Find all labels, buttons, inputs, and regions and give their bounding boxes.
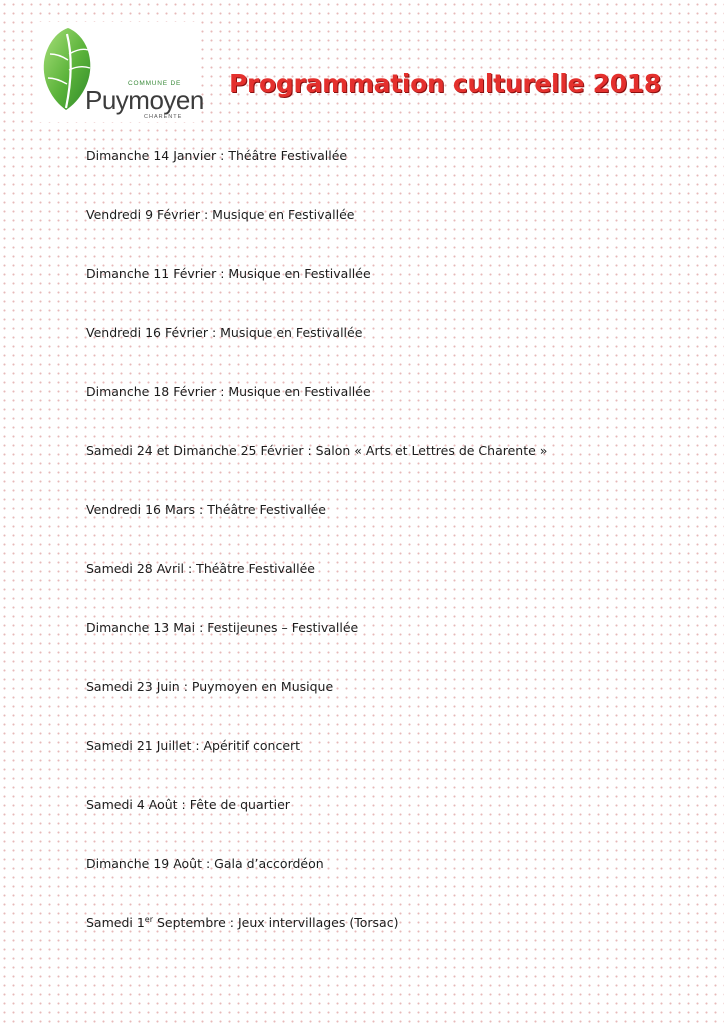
event-item: Samedi 28 Avril : Théâtre Festivallée bbox=[86, 561, 315, 576]
event-item: Dimanche 14 Janvier : Théâtre Festivallée bbox=[86, 148, 348, 163]
event-item: Dimanche 18 Février : Musique en Festivallée bbox=[86, 384, 371, 399]
event-item bbox=[86, 913, 706, 972]
logo-town-name: Puymoyen bbox=[85, 85, 204, 115]
event-item: Dimanche 13 Mai : Festijeunes – Festivallée bbox=[86, 620, 359, 635]
event-item: Samedi 21 Juillet : Apéritif concert bbox=[86, 738, 301, 753]
event-item: Vendredi 16 Février : Musique en Festivallée bbox=[86, 325, 363, 340]
event-item: Dimanche 11 Février : Musique en Festivallée bbox=[86, 266, 371, 281]
event-item: Vendredi 9 Février : Musique en Festivallée bbox=[86, 207, 355, 222]
event-list bbox=[86, 146, 706, 972]
event-text-end: Septembre : Jeux intervillages (Torsac) bbox=[153, 915, 399, 930]
event-text-start: Samedi 1 bbox=[86, 915, 145, 930]
page-title: Programmation culturelle 2018 bbox=[229, 69, 661, 98]
event-item: Vendredi 16 Mars : Théâtre Festivallée bbox=[86, 502, 327, 517]
event-item: Samedi 24 et Dimanche 25 Février : Salon « Arts et Lettres de Charente » bbox=[86, 443, 548, 458]
event-item: Samedi 4 Août : Fête de quartier bbox=[86, 797, 290, 812]
logo-region-label: CHARENTE bbox=[144, 114, 183, 120]
puymoyen-logo bbox=[36, 22, 204, 122]
ordinal-suffix: er bbox=[144, 914, 154, 924]
event-item: Samedi 23 Juin : Puymoyen en Musique bbox=[86, 679, 334, 694]
logo-commune-label: COMMUNE DE bbox=[128, 80, 182, 87]
event-item: Dimanche 19 Août : Gala d’accordéon bbox=[86, 856, 324, 871]
